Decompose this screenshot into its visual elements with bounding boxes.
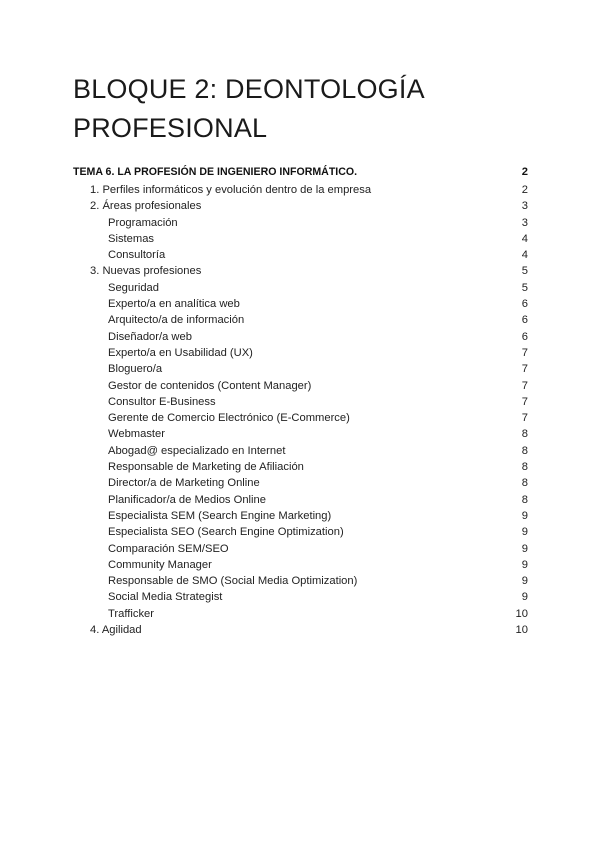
toc-entry-page-number: 2 <box>521 184 528 196</box>
toc-entry-label: Responsable de Marketing de Afiliación <box>108 461 304 474</box>
toc-section-entry[interactable] <box>73 622 528 638</box>
toc-subsection-entry[interactable] <box>73 443 528 459</box>
toc-subsection-entry[interactable] <box>73 508 528 524</box>
toc-entry-page-number: 10 <box>515 624 528 637</box>
toc-subsection-entry[interactable] <box>73 573 528 589</box>
toc-entry-page-number: 7 <box>521 363 528 376</box>
document-title <box>73 70 543 148</box>
toc-entry-label: Gerente de Comercio Electrónico (E-Commerce) <box>108 412 350 425</box>
table-of-contents <box>73 164 528 638</box>
toc-entry-label: Especialista SEM (Search Engine Marketing) <box>108 509 332 522</box>
toc-entry-label: Consultor E-Business <box>108 395 216 408</box>
toc-entry-label: Experto/a en analítica web <box>108 298 240 311</box>
toc-subsection-entry[interactable] <box>73 280 528 296</box>
toc-subsection-entry[interactable] <box>73 312 528 328</box>
toc-entry-page-number: 9 <box>521 526 528 539</box>
toc-entry-page-number: 9 <box>521 591 528 604</box>
toc-entry-page-number: 8 <box>521 428 528 441</box>
toc-entry-page-number: 7 <box>521 346 528 359</box>
toc-subsection-entry[interactable] <box>73 459 528 475</box>
toc-subsection-entry[interactable] <box>73 410 528 426</box>
title-line-2: PROFESIONAL <box>73 113 268 143</box>
toc-entry-label: 1. Perfiles informáticos y evolución dentro de la empresa <box>90 184 372 196</box>
toc-entry-page-number: 6 <box>521 330 528 343</box>
toc-subsection-entry[interactable] <box>73 557 528 573</box>
toc-entry-label: 3. Nuevas profesiones <box>90 265 202 278</box>
toc-entry-label: Sistemas <box>108 232 155 245</box>
toc-subsection-entry[interactable] <box>73 541 528 557</box>
toc-entry-page-number: 8 <box>521 493 528 506</box>
toc-section-entry[interactable] <box>73 263 528 279</box>
toc-entry-label: Trafficker <box>108 607 155 620</box>
toc-entry-label: Webmaster <box>108 428 165 441</box>
toc-entry-label: Experto/a en Usabilidad (UX) <box>108 346 253 359</box>
toc-subsection-entry[interactable] <box>73 524 528 540</box>
toc-entry-label: 2. Áreas profesionales <box>90 200 202 213</box>
toc-entry-label: Comparación SEM/SEO <box>108 542 229 555</box>
toc-entry-label: Seguridad <box>108 281 160 294</box>
toc-entry-label: Gestor de contenidos (Content Manager) <box>108 379 312 392</box>
toc-entry-label: Programación <box>108 216 178 229</box>
toc-subsection-entry[interactable] <box>73 394 528 410</box>
toc-entry-label: Diseñador/a web <box>108 330 192 343</box>
toc-subsection-entry[interactable] <box>73 589 528 605</box>
toc-entry-page-number: 8 <box>521 461 528 474</box>
toc-entry-page-number: 8 <box>521 477 528 490</box>
toc-entry-page-number: 3 <box>521 200 528 213</box>
toc-entry-page-number: 4 <box>521 249 528 262</box>
toc-entry-page-number: 5 <box>521 265 528 278</box>
toc-subsection-entry[interactable] <box>73 606 528 622</box>
toc-entry-page-number: 6 <box>521 298 528 311</box>
toc-subsection-entry[interactable] <box>73 426 528 442</box>
toc-entry-page-number: 9 <box>521 575 528 588</box>
toc-entry-label: Social Media Strategist <box>108 591 223 604</box>
toc-entry-page-number: 9 <box>521 558 528 571</box>
toc-entry-label: TEMA 6. LA PROFESIÓN DE INGENIERO INFORMÁTICO. <box>73 166 358 178</box>
toc-section-entry[interactable] <box>73 198 528 214</box>
toc-entry-page-number: 7 <box>521 395 528 408</box>
toc-entry-label: Arquitecto/a de información <box>108 314 245 327</box>
toc-chapter-entry[interactable] <box>73 164 528 182</box>
toc-entry-page-number: 9 <box>521 542 528 555</box>
toc-subsection-entry[interactable] <box>73 475 528 491</box>
toc-entry-page-number: 5 <box>521 281 528 294</box>
toc-entry-page-number: 9 <box>521 509 528 522</box>
toc-subsection-entry[interactable] <box>73 215 528 231</box>
toc-subsection-entry[interactable] <box>73 247 528 263</box>
toc-subsection-entry[interactable] <box>73 492 528 508</box>
toc-entry-label: Bloguero/a <box>108 363 163 376</box>
toc-entry-page-number: 7 <box>521 412 528 425</box>
toc-entry-label: Consultoría <box>108 249 166 262</box>
toc-entry-label: Director/a de Marketing Online <box>108 477 260 490</box>
toc-entry-page-number: 7 <box>521 379 528 392</box>
toc-entry-label: 4. Agilidad <box>90 624 142 637</box>
toc-entry-label: Community Manager <box>108 558 212 571</box>
toc-entry-page-number: 10 <box>515 607 528 620</box>
toc-entry-page-number: 2 <box>521 166 528 178</box>
toc-entry-label: Especialista SEO (Search Engine Optimization) <box>108 526 344 539</box>
toc-entry-page-number: 8 <box>521 444 528 457</box>
toc-subsection-entry[interactable] <box>73 345 528 361</box>
toc-entry-label: Planificador/a de Medios Online <box>108 493 266 506</box>
toc-entry-page-number: 3 <box>521 216 528 229</box>
toc-entry-label: Abogad@ especializado en Internet <box>108 444 286 457</box>
toc-subsection-entry[interactable] <box>73 231 528 247</box>
toc-entry-page-number: 6 <box>521 314 528 327</box>
toc-section-entry[interactable] <box>73 182 528 198</box>
toc-subsection-entry[interactable] <box>73 378 528 394</box>
title-line-1: BLOQUE 2: DEONTOLOGÍA <box>73 74 425 104</box>
toc-subsection-entry[interactable] <box>73 361 528 377</box>
toc-subsection-entry[interactable] <box>73 329 528 345</box>
toc-subsection-entry[interactable] <box>73 296 528 312</box>
toc-entry-page-number: 4 <box>521 232 528 245</box>
toc-entry-label: Responsable de SMO (Social Media Optimization) <box>108 575 358 588</box>
